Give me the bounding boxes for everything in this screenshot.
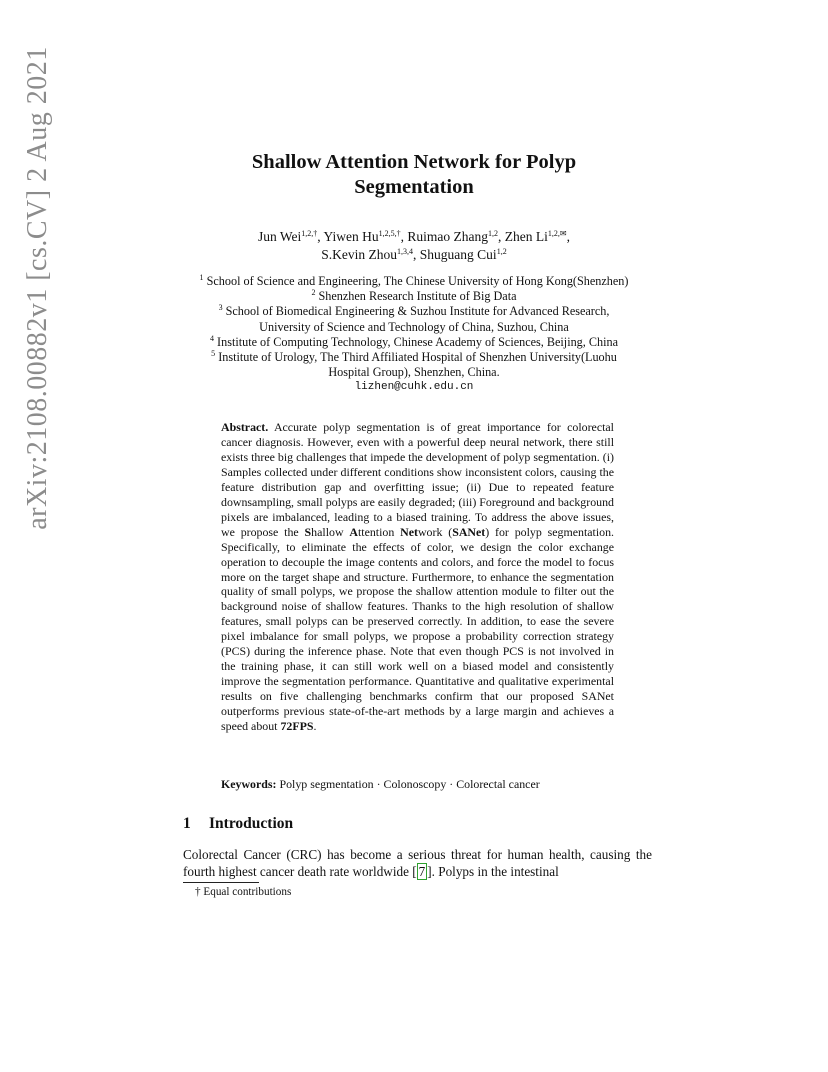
keyword: Polyp segmentation (279, 777, 374, 791)
author-name: Zhen Li (504, 229, 548, 244)
model-name (305, 525, 443, 539)
affiliation-number: 1 (199, 273, 204, 282)
affiliation-text: Institute of Urology, The Third Affiliated Hospital of Shenzhen University(Luohu (218, 350, 617, 365)
affiliations (160, 274, 668, 396)
affiliation-5 (160, 350, 668, 365)
model-name-rest: hallow (311, 524, 350, 539)
footnote: † Equal contributions (195, 886, 292, 898)
affiliation-3-cont: University of Science and Technology of China, Suzhou, China (259, 319, 569, 334)
affiliation-5-cont: Hospital Group), Shenzhen, China. (328, 365, 500, 380)
author-name: S.Kevin Zhou (321, 247, 398, 262)
footnote-rule (183, 882, 259, 883)
contact-email: lizhen@cuhk.edu.cn (354, 381, 474, 394)
author-name: Ruimao Zhang (407, 229, 489, 244)
keyword-separator: · (446, 777, 457, 791)
introduction-paragraph: Colorectal Cancer (CRC) has become a serious threat for human health, causing the fourth highest cancer death rate worldwide [ 7 ]. Polyps in the intestinal (183, 847, 652, 880)
author-name: Yiwen Hu (323, 229, 379, 244)
affiliation-2 (160, 289, 668, 304)
affiliation-1 (160, 274, 668, 289)
abstract: Abstract. Accurate polyp segmentation is of great importance for colorectal cancer diagnosis. However, even with a powerful deep neural network, there still exists three big challenges that impede the development of polyp segmentation. (i) Samples collected under different conditions show inconsistent colors, causing the feature distribution gap and overfitting issue; (ii) Due to repeated feature downsampling, small polyps are easily degraded; (iii) Foreground and background pixels are imbalanced, leading to a biased training. To address the above issues, we propose the Shallow Attention Network (SANet) for polyp segmentation. Specifically, to eliminate the effects of color, we design the color exchange operation to decouple the image contents and colors, and force the model to focus more on the target shape and structure. Furthermore, to enhance the segmentation quality of small polyps, we propose the shallow attention module to filter out the background noise of shallow features. Thanks to the high resolution of shallow features, small polyps can be preserved correctly. In addition, to ease the severe pixel imbalance for small polyps, we propose a probability correction strategy (PCS) during the inference phase. Note that even though PCS is not involved in the training phase, it can still work well on a biased model and consistently improve the segmentation performance. Quantitative and qualitative experimental results on five challenging benchmarks confirm that our proposed SANet outperforms previous state-of-the-art methods by a large margin and achieves a speed about 72FPS. (221, 420, 615, 734)
model-name-initial: A (349, 524, 358, 539)
author-affil-marks: 1,2 (496, 247, 507, 256)
abstract-end: . (313, 719, 317, 734)
abstract-text-1: Accurate polyp segmentation is of great importance for colorectal cancer diagnosis. However, even with a powerful deep neural network, there still exists three big challenges that impede the development of polyp segmentation. (i) Samples collected under different conditions show inconsistent colors, causing the feature distribution gap and overfitting issue; (ii) Due to repeated feature downsampling, small polyps are easily degraded; (iii) Foreground and background pixels are imbalanced, leading to a biased training. To address the above issues, we propose the (221, 420, 614, 539)
author-affil-marks: 1,2,† (301, 229, 318, 238)
section-number: 1 (183, 815, 191, 832)
author-name: Shuguang Cui (419, 247, 497, 262)
author-list (150, 228, 678, 264)
affiliation-text: School of Science and Engineering, The Chinese University of Hong Kong(Shenzhen) (206, 274, 629, 288)
affiliation-number: 3 (218, 303, 223, 313)
model-name-initial: S (304, 524, 312, 539)
affiliation-3 (160, 304, 668, 319)
section-heading (183, 814, 653, 834)
abstract-label: Abstract. (221, 420, 269, 434)
author-affil-marks: 1,2,5,† (378, 229, 401, 238)
author-name: Jun Wei (258, 229, 302, 244)
paper-title (150, 150, 678, 200)
abstract-text-2: for polyp segmentation. Specifically, to eliminate the effects of color, we design the color exchange operation to decouple the image contents and colors, and force the model to focus more on the target shape and structure. Furthermore, to enhance the segmentation quality of small polyps, we propose the shallow attention module to filter out the background noise of shallow features. Thanks to the high resolution of shallow features, small polyps can be preserved correctly. In addition, to ease the severe pixel imbalance for small polyps, we propose a probability correction strategy (PCS) during the inference phase. Note that even though PCS is not involved in the training phase, it can still work well on a biased model and consistently improve the segmentation performance. Quantitative and qualitative experimental results on five challenging benchmarks confirm that our proposed SANet outperforms previous state-of-the-art methods by a large margin and achieves a speed about (221, 524, 615, 734)
keywords-label: Keywords: (221, 777, 277, 791)
affiliation-number: 5 (211, 349, 216, 359)
author-affil-marks: 1,2 (488, 229, 499, 238)
body-text: Colorectal Cancer (CRC) has become a serious threat for human health, causing the fourth highest cancer death rate worldwide (183, 847, 652, 880)
affiliation-text: Shenzhen Research Institute of Big Data (318, 289, 517, 304)
model-name-rest: ttention (357, 524, 401, 539)
affiliation-text: Institute of Computing Technology, Chinese Academy of Sciences, Beijing, China (217, 334, 618, 349)
title-line: Segmentation (354, 176, 474, 198)
affiliation-4 (160, 335, 668, 350)
model-name-initial: Net (400, 524, 418, 539)
author-affil-marks: 1,2,✉ (547, 229, 567, 238)
model-name-rest: work (417, 524, 443, 539)
keyword: Colorectal cancer (456, 777, 540, 791)
authors-line-2: S.Kevin Zhou$^{1,3,4}$, Shuguang Cui$^{1,2}$ (321, 247, 507, 262)
speed-value: 72FPS (280, 719, 314, 734)
affiliation-text: School of Biomedical Engineering & Suzhou Institute for Advanced Research, (225, 304, 610, 319)
author-affil-marks: 1,3,4 (397, 247, 414, 256)
affiliation-number: 2 (311, 288, 316, 298)
body-text: . Polyps in the intestinal (431, 864, 559, 880)
section-title: Introduction (209, 815, 294, 832)
arxiv-identifier: arXiv:2108.00882v1 [cs.CV] 2 Aug 2021 (22, 46, 53, 530)
keyword: Colonoscopy (383, 777, 447, 791)
model-acronym: SANet (452, 524, 486, 539)
title-line: Shallow Attention Network for Polyp (251, 151, 577, 173)
authors-line-1: Jun Wei$^{1,2,\dagger}$, Yiwen $Hu^{1,2,5,\dagger}$, Ruimao Zhang$^{1,2}$, Zhen $Li^{1,2,✉}$, (258, 229, 570, 244)
keyword-separator: · (373, 777, 384, 791)
affiliation-number: 4 (210, 333, 214, 343)
keywords (221, 777, 614, 792)
citation-link[interactable]: 7 (418, 864, 426, 880)
